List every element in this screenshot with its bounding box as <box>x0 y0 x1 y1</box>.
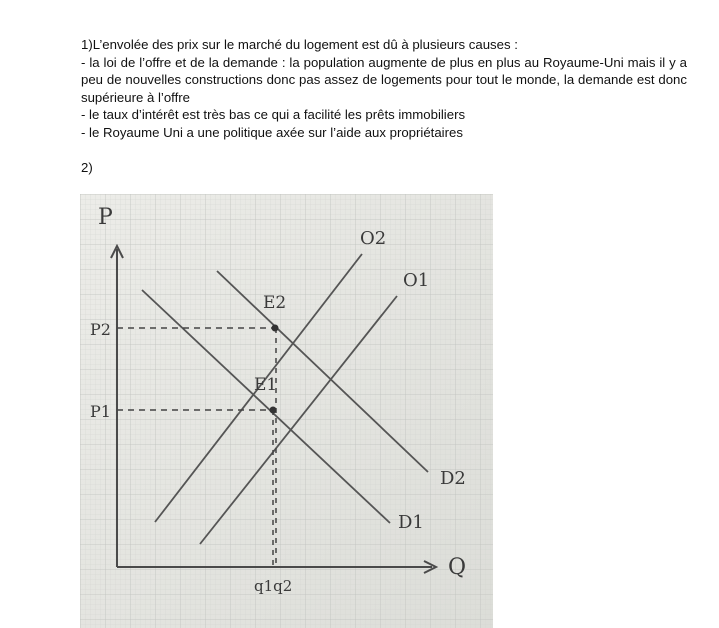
label-e1: E1 <box>254 375 278 395</box>
label-p2: P2 <box>90 320 111 339</box>
axis-label-q: Q <box>448 555 467 580</box>
label-q1-q2: q1q2 <box>254 577 293 595</box>
answer-1-point-policy: - le Royaume Uni a une politique axée sur l’aide aux propriétaires <box>81 124 463 140</box>
label-o2: O2 <box>360 228 387 249</box>
equilibrium-point-e2 <box>272 325 279 332</box>
answer-1-heading: 1)L’envolée des prix sur le marché du logement est dû à plusieurs causes : <box>81 37 518 52</box>
equilibrium-point-e1 <box>270 407 277 414</box>
label-d1: D1 <box>398 512 424 533</box>
graph-grid <box>80 194 493 628</box>
label-e2: E2 <box>263 293 287 313</box>
answer-2-label: 2) <box>81 160 93 175</box>
label-o1: O1 <box>403 270 430 291</box>
label-p1: P1 <box>90 402 111 421</box>
axis-label-p: P <box>98 205 113 230</box>
supply-demand-sketch <box>80 194 493 628</box>
sketch-svg <box>80 194 493 628</box>
answer-1-text <box>81 36 687 142</box>
answer-1-point-interest-rate: - le taux d’intérêt est très bas ce qui a facilité les prêts immobiliers <box>81 107 466 123</box>
label-d2: D2 <box>440 468 466 489</box>
answer-1-point-supply-demand: - la loi de l’offre et de la demande : la population augmente de plus en plus au Royaume-Uni mais il y a peu de nouvelles constructions donc pas assez de logements pour tout le monde, la demande est donc supérieure à l’offre <box>81 54 687 105</box>
